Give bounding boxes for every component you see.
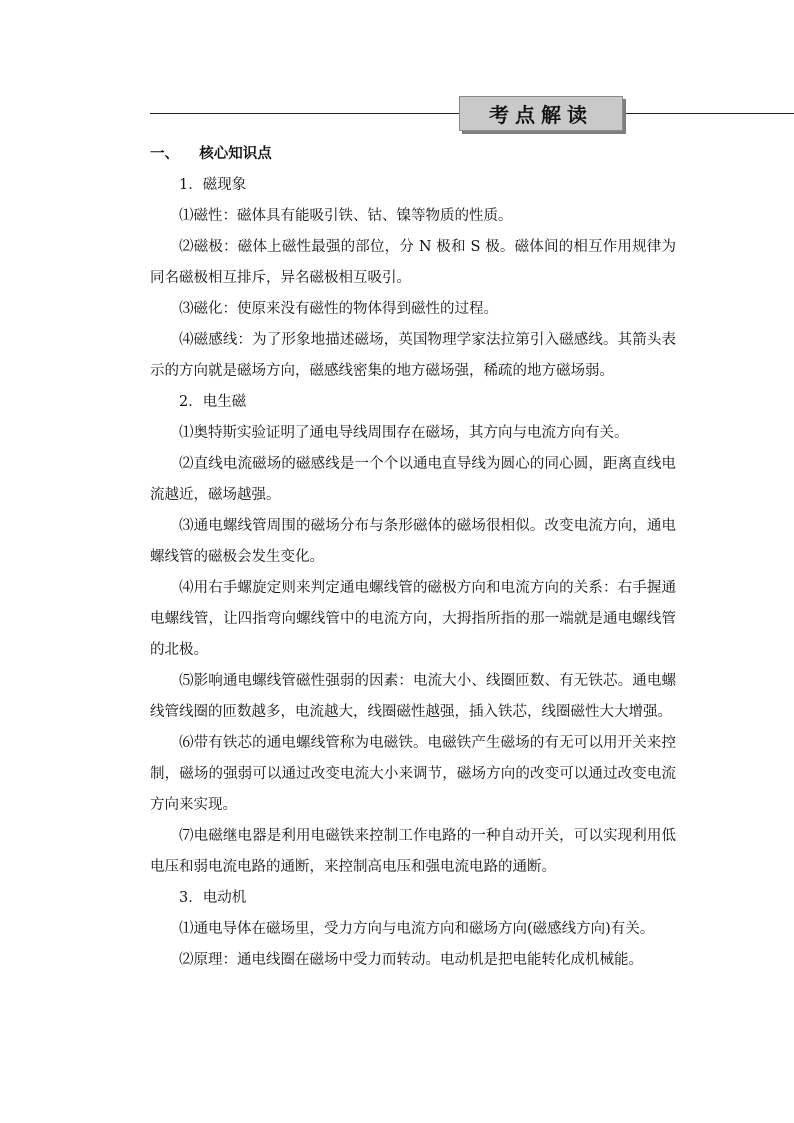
paragraph: ⑸影响通电螺线管磁性强弱的因素：电流大小、线圈匝数、有无铁芯。通电螺线管线圈的匝数越多，电流越大，线圈磁性越强，插入铁芯，线圈磁性大大增强。 [150,673,676,720]
topic-heading: 3．电动机 [179,890,247,906]
paragraph: ⑷磁感线：为了形象地描述磁场，英国物理学家法拉第引入磁感线。其箭头表示的方向就是磁场方向，磁感线密集的地方磁场强，稀疏的地方磁场弱。 [150,332,676,379]
paragraph: ⑷用右手螺旋定则来判定通电螺线管的磁极方向和电流方向的关系：右手握通电螺线管，让四指弯向螺线管中的电流方向，大拇指所指的那一端就是通电螺线管的北极。 [150,580,676,658]
section-title: 一、 核心知识点 [150,146,272,162]
paragraph: ⑴奥特斯实验证明了通电导线周围存在磁场，其方向与电流方向有关。 [179,425,629,441]
paragraph: ⑴通电导体在磁场里，受力方向与电流方向和磁场方向(磁感线方向)有关。 [179,921,655,937]
paragraph: ⑵直线电流磁场的磁感线是一个个以通电直导线为圆心的同心圆，距离直线电流越近，磁场越强。 [150,456,676,503]
topic-magnetism [150,170,676,387]
paragraph: ⑺电磁继电器是利用电磁铁来控制工作电路的一种自动开关，可以实现利用低电压和弱电流电路的通断，来控制高电压和强电流电路的通断。 [150,828,676,875]
topic-heading: 2．电生磁 [179,394,247,410]
paragraph: ⑵磁极：磁体上磁性最强的部位，分 N 极和 S 极。磁体间的相互作用规律为同名磁极相互排斥，异名磁极相互吸引。 [150,239,676,286]
topic-electric-motor [150,883,676,976]
topic-electromagnetism [150,387,676,883]
paragraph: ⑵原理：通电线圈在磁场中受力而转动。电动机是把电能转化成机械能。 [179,952,643,968]
topic-heading: 1．磁现象 [179,177,247,193]
paragraph: ⑶通电螺线管周围的磁场分布与条形磁体的磁场很相似。改变电流方向，通电螺线管的磁极会发生变化。 [150,518,676,565]
document-body [150,139,676,976]
paragraph: ⑶磁化：使原来没有磁性的物体得到磁性的过程。 [179,301,498,317]
section-badge: 考点解读 [459,96,623,131]
paragraph: ⑹带有铁芯的通电螺线管称为电磁铁。电磁铁产生磁场的有无可以用开关来控制，磁场的强弱可以通过改变电流大小来调节，磁场方向的改变可以通过改变电流方向来实现。 [150,735,676,813]
paragraph: ⑴磁性：磁体具有能吸引铁、钴、镍等物质的性质。 [179,208,513,224]
